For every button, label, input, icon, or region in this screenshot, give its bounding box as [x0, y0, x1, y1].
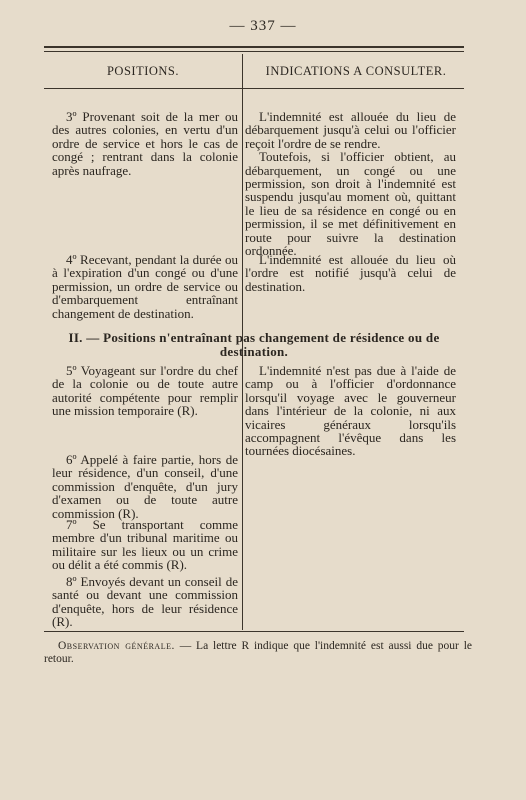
- entry-6-position: [52, 453, 238, 520]
- entry-5-indication-text: L'indemnité n'est pas due à l'aide de camp ou à l'officier d'ordonnance lorsqu'il voyage avec le gouverneur dans l'intérieur de la colonie, ni aux vicaires généraux lorsqu'ils accompagnent l'évêque dans les tournées diocésaines.: [245, 363, 456, 459]
- entry-5-position: [52, 364, 238, 418]
- entry-5-indication: [245, 364, 456, 458]
- column-header-positions: POSITIONS.: [106, 64, 180, 78]
- entry-3-indication: [245, 110, 456, 257]
- page-number: — 337 —: [229, 18, 297, 34]
- entry-3-position-text: 3º Provenant soit de la mer ou des autres colonies, en vertu d'un ordre de service et hors le cas de congé ; rentrant dans la colonie après naufrage.: [52, 109, 238, 178]
- entry-3-indication-text-2: Toutefois, si l'officier obtient, au débarquement, un congé ou une permission, son droit à l'indemnité est suspendu jusqu'au moment où, quittant le lieu de sa résidence en congé ou en permission, il se met définitivement en route pour suivre la destination ordonnée.: [245, 149, 456, 259]
- entry-5-position-text: 5º Voyageant sur l'ordre du chef de la colonie ou de toute autre autorité compétente pour remplir une mission temporaire (R).: [52, 363, 238, 419]
- entry-3-position: [52, 110, 238, 177]
- entry-3-indication-text-1: L'indemnité est allouée du lieu de débarquement jusqu'à celui ou l'officier reçoit l'ordre de se rendre.: [245, 109, 456, 151]
- entry-4-position: [52, 253, 238, 320]
- header-rule: [44, 88, 464, 89]
- top-double-rule: [44, 46, 464, 52]
- entry-7-position: [52, 518, 238, 572]
- entry-4-indication: [245, 253, 456, 293]
- observation-label: Observation générale.: [58, 640, 175, 652]
- entry-4-indication-text: L'indemnité est allouée du lieu où l'ordre est notifié jusqu'à celui de destination.: [245, 252, 456, 294]
- entry-6-position-text: 6º Appelé à faire partie, hors de leur résidence, d'un conseil, d'une commission d'enquête, d'un jury d'examen ou de toute autre commission (R).: [52, 452, 238, 521]
- section-title: II. — Positions n'entraînant pas changement de résidence ou de destination.: [68, 330, 440, 359]
- entry-8-position-text: 8º Envoyés devant un conseil de santé ou devant une commission d'enquête, hors de leur résidence (R).: [52, 574, 238, 630]
- entry-4-position-text: 4º Recevant, pendant la durée ou à l'expiration d'un congé ou d'une permission, un ordre de service ou d'embarquement entraînant changement de destination.: [52, 252, 238, 321]
- column-header-indications: INDICATIONS A CONSULTER.: [265, 64, 447, 78]
- observation-text: — La lettre R indique que l'indemnité est aussi due pour le retour.: [44, 640, 472, 665]
- general-observation: [44, 640, 472, 666]
- bottom-rule: [44, 631, 464, 632]
- entry-8-position: [52, 575, 238, 629]
- entry-7-position-text: 7º Se transportant comme membre d'un tribunal maritime ou militaire sur les lieux ou un crime ou délit a été commis (R).: [52, 517, 238, 573]
